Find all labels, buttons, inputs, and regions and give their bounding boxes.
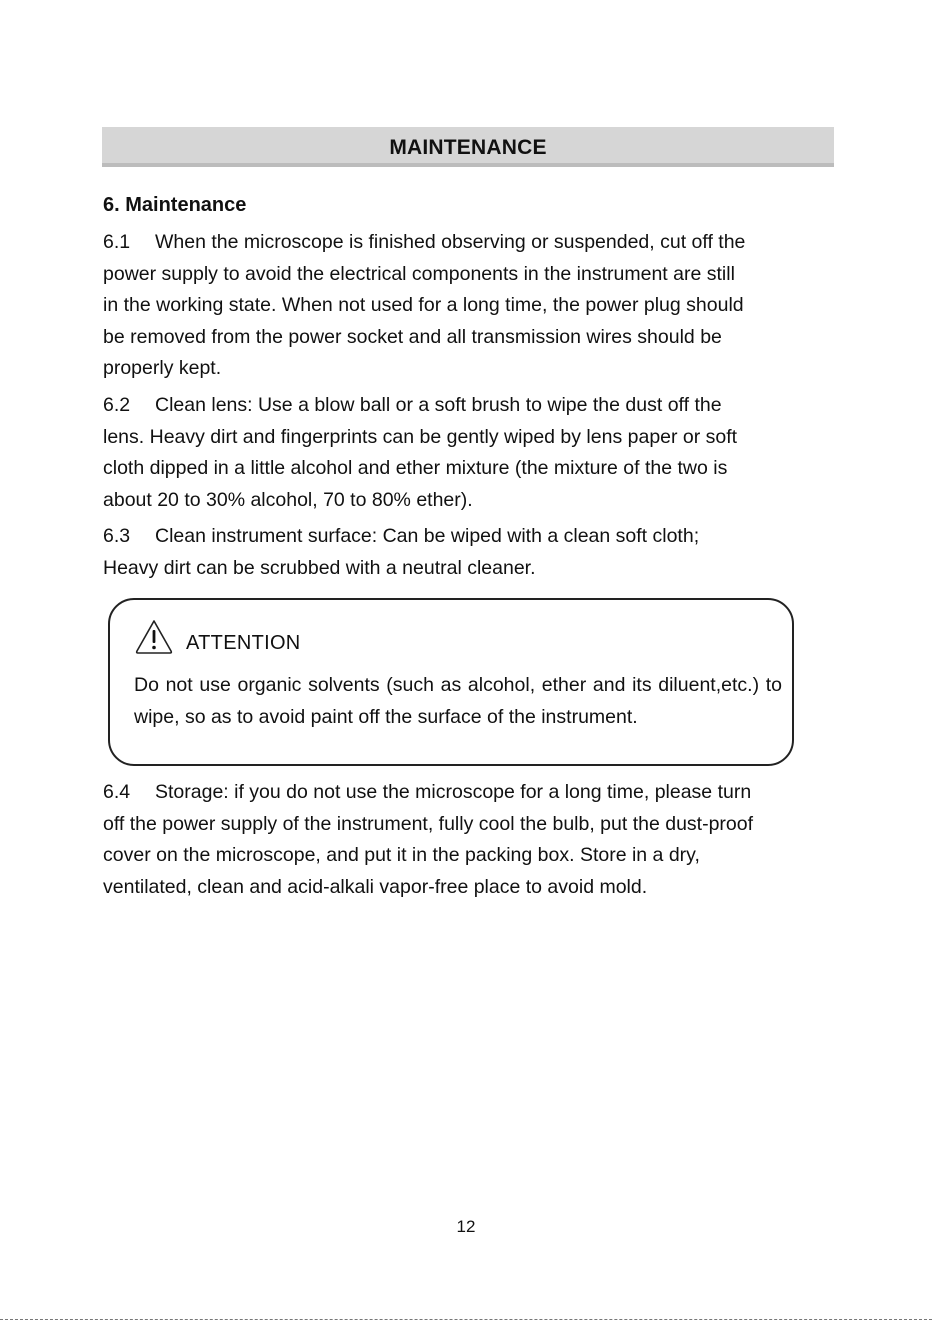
page-number: 12 [456,1217,476,1236]
bottom-divider [0,1319,932,1320]
attention-title: ATTENTION [186,632,301,654]
paragraph-line: cover on the microscope, and put it in the packing box. Store in a dry, [103,844,700,866]
paragraph-line: in the working state. When not used for a long time, the power plug should [103,294,744,316]
paragraph-line: cloth dipped in a little alcohol and ether mixture (the mixture of the two is [103,457,728,479]
paragraph-line: ventilated, clean and acid-alkali vapor-free place to avoid mold. [103,875,648,898]
paragraph-line: be removed from the power socket and all transmission wires should be [103,325,722,348]
paragraph-line: Heavy dirt can be scrubbed with a neutral cleaner. [103,556,536,579]
paragraph-number: 6.4 [103,781,131,803]
attention-box [108,598,794,766]
paragraph-line: 6.1 When the microscope is finished observing or suspended, cut off the [103,227,838,259]
paragraph-line: lens. Heavy dirt and fingerprints can be gently wiped by lens paper or soft [103,425,738,448]
attention-text: Do not use organic solvents (such as alcohol, ether and its diluent,etc.) to wipe, so as to avoid paint off the surface of the instrument. [134,674,782,728]
section-title: 6. Maintenance [103,194,247,216]
paragraph-line: 6.3 Clean instrument surface: Can be wiped with a clean soft cloth; [103,521,838,553]
paragraph-line: power supply to avoid the electrical components in the instrument are still [103,262,735,285]
paragraph-line: 6.4 Storage: if you do not use the microscope for a long time, please turn [103,777,838,809]
paragraph-6-2 [103,390,838,516]
section-header-title: MAINTENANCE [389,136,547,159]
paragraph-6-1 [103,227,838,385]
paragraph-line: 6.2 Clean lens: Use a blow ball or a soft brush to wipe the dust off the [103,390,838,422]
section-header-bar [102,127,834,167]
paragraph-line: about 20 to 30% alcohol, 70 to 80% ether). [103,488,473,511]
paragraph-line: off the power supply of the instrument, fully cool the bulb, put the dust-proof [103,812,754,835]
paragraph-6-3 [103,521,838,584]
paragraph-line: properly kept. [103,357,222,379]
paragraph-number: 6.2 [103,394,131,416]
attention-heading [134,616,301,656]
paragraph-number: 6.3 [103,525,131,547]
warning-triangle-icon [134,618,174,656]
paragraph-6-4 [103,777,838,903]
paragraph-number: 6.1 [103,231,131,253]
